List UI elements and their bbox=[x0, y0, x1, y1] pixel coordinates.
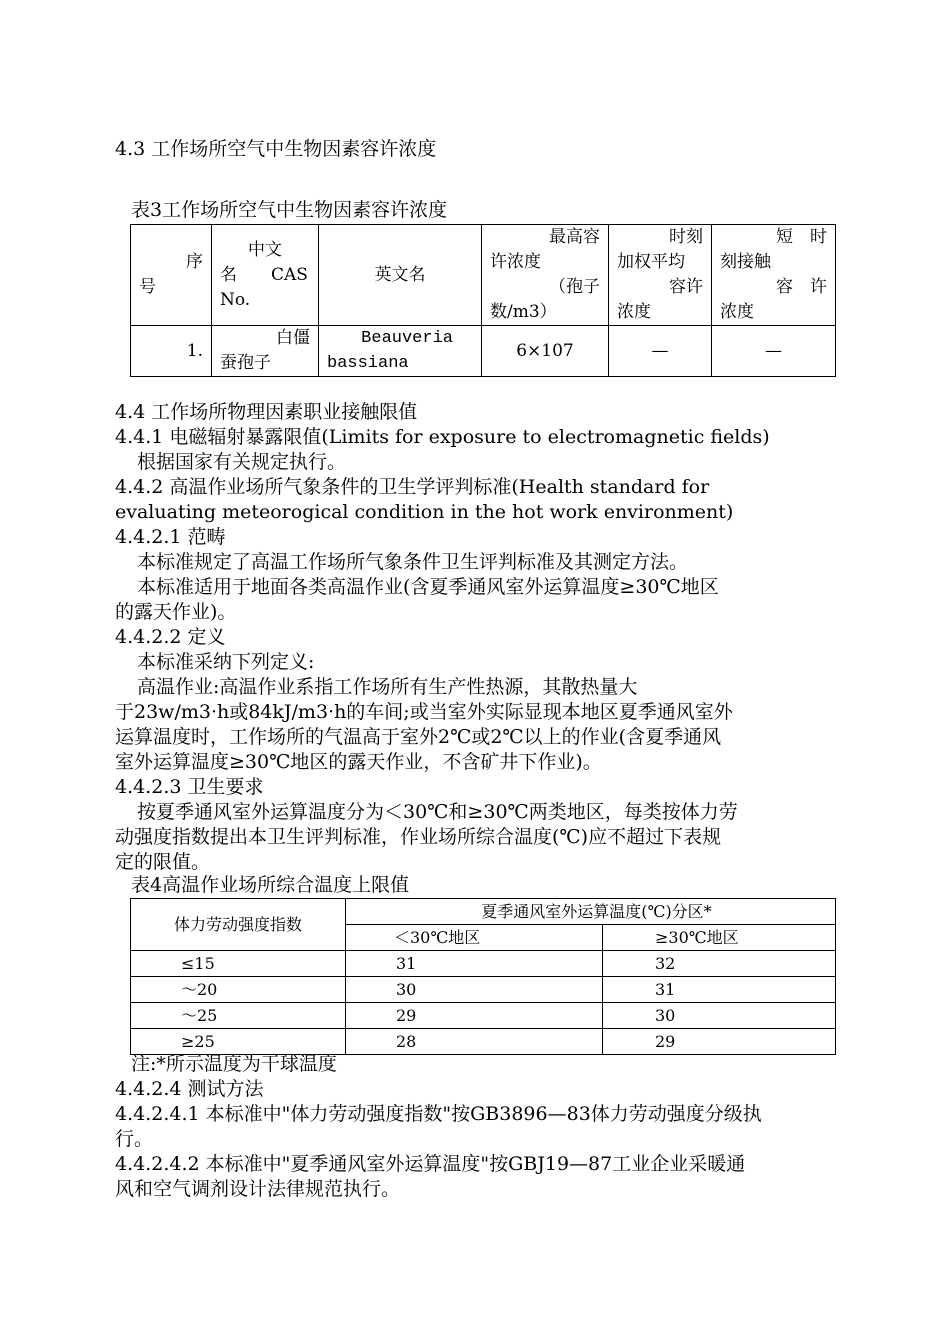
table-4-lt30-cell: 29 bbox=[346, 1003, 603, 1029]
section-4-4-heading: 4.4 工作场所物理因素职业接触限值 bbox=[115, 401, 418, 423]
row1-en-line-2: bassiana bbox=[327, 354, 409, 373]
table-4 bbox=[130, 898, 836, 1055]
row1-cn-name-cell bbox=[212, 326, 319, 377]
header-seq-line-1: 序 bbox=[186, 252, 203, 272]
table-3-header-row bbox=[131, 225, 836, 326]
section-4-3-heading: 4.3 工作场所空气中生物因素容许浓度 bbox=[115, 138, 437, 160]
table-4-header-lt30: ＜30℃地区 bbox=[346, 925, 603, 951]
row1-stel-cell: — bbox=[712, 326, 836, 377]
section-4-4-2-1-paragraph-1: 本标准规定了高温工作场所气象条件卫生评判标准及其测定方法。 bbox=[137, 551, 689, 573]
table-4-index-cell: ～20 bbox=[131, 977, 346, 1003]
header-mac-line-4: 数/m3） bbox=[490, 302, 557, 322]
table-row bbox=[131, 326, 836, 377]
header-twa-line-2: 加权平均 bbox=[617, 252, 685, 272]
section-4-4-2-1-paragraph-2-line-1: 本标准适用于地面各类高温作业(含夏季通风室外运算温度≥30℃地区 bbox=[137, 576, 719, 598]
header-mac-line-3: （孢子 bbox=[549, 277, 600, 297]
header-cn-line-2: 名 CAS bbox=[220, 264, 308, 285]
table-4-ge30-cell: 29 bbox=[603, 1029, 836, 1055]
table-4-ge30-cell: 31 bbox=[603, 977, 836, 1003]
table-4-header-zone: 夏季通风室外运算温度(℃)分区* bbox=[346, 899, 836, 925]
header-seq-line-2: 号 bbox=[139, 277, 156, 297]
section-4-4-2-2-paragraph-2-line-3: 运算温度时，工作场所的气温高于室外2℃或2℃以上的作业(含夏季通风 bbox=[115, 726, 722, 748]
header-twa-line-3: 容许 bbox=[669, 277, 703, 297]
section-4-4-1-text: 根据国家有关规定执行。 bbox=[137, 451, 347, 473]
header-stel-line-4: 浓度 bbox=[720, 302, 754, 322]
row1-mac-cell: 6×107 bbox=[482, 326, 609, 377]
header-stel-line-1: 短 时 bbox=[776, 227, 827, 247]
table-4-lt30-cell: 30 bbox=[346, 977, 603, 1003]
table-3-header-en-name: 英文名 bbox=[319, 225, 482, 326]
header-twa-line-4: 浓度 bbox=[617, 302, 651, 322]
header-cn-line-1: 中文 bbox=[248, 239, 282, 260]
table-row bbox=[131, 1029, 836, 1055]
table-4-ge30-cell: 30 bbox=[603, 1003, 836, 1029]
table-4-ge30-cell: 32 bbox=[603, 951, 836, 977]
row1-seq-cell: 1. bbox=[131, 326, 212, 377]
section-4-4-2-1-paragraph-2-line-2: 的露天作业)。 bbox=[115, 601, 237, 623]
table-4-index-cell: ≤15 bbox=[131, 951, 346, 977]
table-row bbox=[131, 977, 836, 1003]
table-3-header-seq bbox=[131, 225, 212, 326]
section-4-4-2-heading-line-2: evaluating meteorogical condition in the hot work environment) bbox=[115, 501, 734, 523]
table-3-caption: 表3工作场所空气中生物因素容许浓度 bbox=[131, 199, 448, 221]
section-4-4-2-4-1-line-2: 行。 bbox=[115, 1128, 154, 1150]
table-4-note: 注:*所示温度为干球温度 bbox=[131, 1053, 337, 1075]
section-4-4-2-3-paragraph-line-1: 按夏季通风室外运算温度分为＜30℃和≥30℃两类地区，每类按体力劳 bbox=[137, 801, 738, 823]
header-mac-line-2: 许浓度 bbox=[490, 252, 541, 272]
table-4-index-cell: ～25 bbox=[131, 1003, 346, 1029]
table-4-lt30-cell: 28 bbox=[346, 1029, 603, 1055]
section-4-4-2-4-1-line-1: 4.4.2.4.1 本标准中"体力劳动强度指数"按GB3896—83体力劳动强度分级执 bbox=[115, 1103, 762, 1125]
row1-en-name-cell bbox=[319, 326, 482, 377]
header-twa-line-1: 时刻 bbox=[669, 227, 703, 247]
section-4-4-1-heading: 4.4.1 电磁辐射暴露限值(Limits for exposure to electromagnetic fields) bbox=[115, 426, 770, 448]
section-4-4-2-2-paragraph-2-line-2: 于23w/m3·h或84kJ/m3·h的车间;或当室外实际显现本地区夏季通风室外 bbox=[115, 701, 733, 723]
table-row bbox=[131, 951, 836, 977]
section-4-4-2-3-heading: 4.4.2.3 卫生要求 bbox=[115, 776, 264, 798]
section-4-4-2-4-heading: 4.4.2.4 测试方法 bbox=[115, 1078, 264, 1100]
table-4-header-index: 体力劳动强度指数 bbox=[131, 899, 346, 951]
section-4-4-2-2-paragraph-1: 本标准采纳下列定义: bbox=[137, 651, 315, 673]
table-3-header-stel bbox=[712, 225, 836, 326]
table-4-header-ge30: ≥30℃地区 bbox=[603, 925, 836, 951]
row1-twa-cell: — bbox=[609, 326, 712, 377]
table-4-index-cell: ≥25 bbox=[131, 1029, 346, 1055]
table-4-header-row-1 bbox=[131, 899, 836, 925]
section-4-4-2-4-2-line-1: 4.4.2.4.2 本标准中"夏季通风室外运算温度"按GBJ19—87工业企业采暖通 bbox=[115, 1153, 746, 1175]
section-4-4-2-heading-line-1: 4.4.2 高温作业场所气象条件的卫生学评判标准(Health standard for bbox=[115, 476, 710, 498]
table-4-lt30-cell: 31 bbox=[346, 951, 603, 977]
header-stel-line-2: 刻接触 bbox=[720, 252, 771, 272]
table-4-caption: 表4高温作业场所综合温度上限值 bbox=[131, 874, 410, 896]
section-4-4-2-2-paragraph-2-line-1: 高温作业:高温作业系指工作场所有生产性热源，其散热量大 bbox=[137, 676, 638, 698]
table-3 bbox=[130, 224, 836, 377]
header-stel-line-3: 容 许 bbox=[776, 277, 827, 297]
row1-cn-line-1: 白僵 bbox=[276, 328, 310, 348]
section-4-4-2-3-paragraph-line-3: 定的限值。 bbox=[115, 851, 211, 873]
table-3-header-cn-name bbox=[212, 225, 319, 326]
table-3-header-twa bbox=[609, 225, 712, 326]
section-4-4-2-3-paragraph-line-2: 动强度指数提出本卫生评判标准，作业场所综合温度(℃)应不超过下表规 bbox=[115, 826, 722, 848]
table-row bbox=[131, 1003, 836, 1029]
header-mac-line-1: 最高容 bbox=[549, 227, 600, 247]
section-4-4-2-4-2-line-2: 风和空气调剂设计法律规范执行。 bbox=[115, 1178, 401, 1200]
section-4-4-2-2-heading: 4.4.2.2 定义 bbox=[115, 626, 226, 648]
row1-cn-line-2: 蚕孢子 bbox=[220, 353, 271, 373]
table-3-header-mac bbox=[482, 225, 609, 326]
section-4-4-2-2-paragraph-2-line-4: 室外运算温度≥30℃地区的露天作业，不含矿井下作业)。 bbox=[115, 751, 602, 773]
row1-en-line-1: Beauveria bbox=[361, 329, 453, 348]
header-cn-line-3: No. bbox=[220, 289, 251, 310]
section-4-4-2-1-heading: 4.4.2.1 范畴 bbox=[115, 526, 226, 548]
